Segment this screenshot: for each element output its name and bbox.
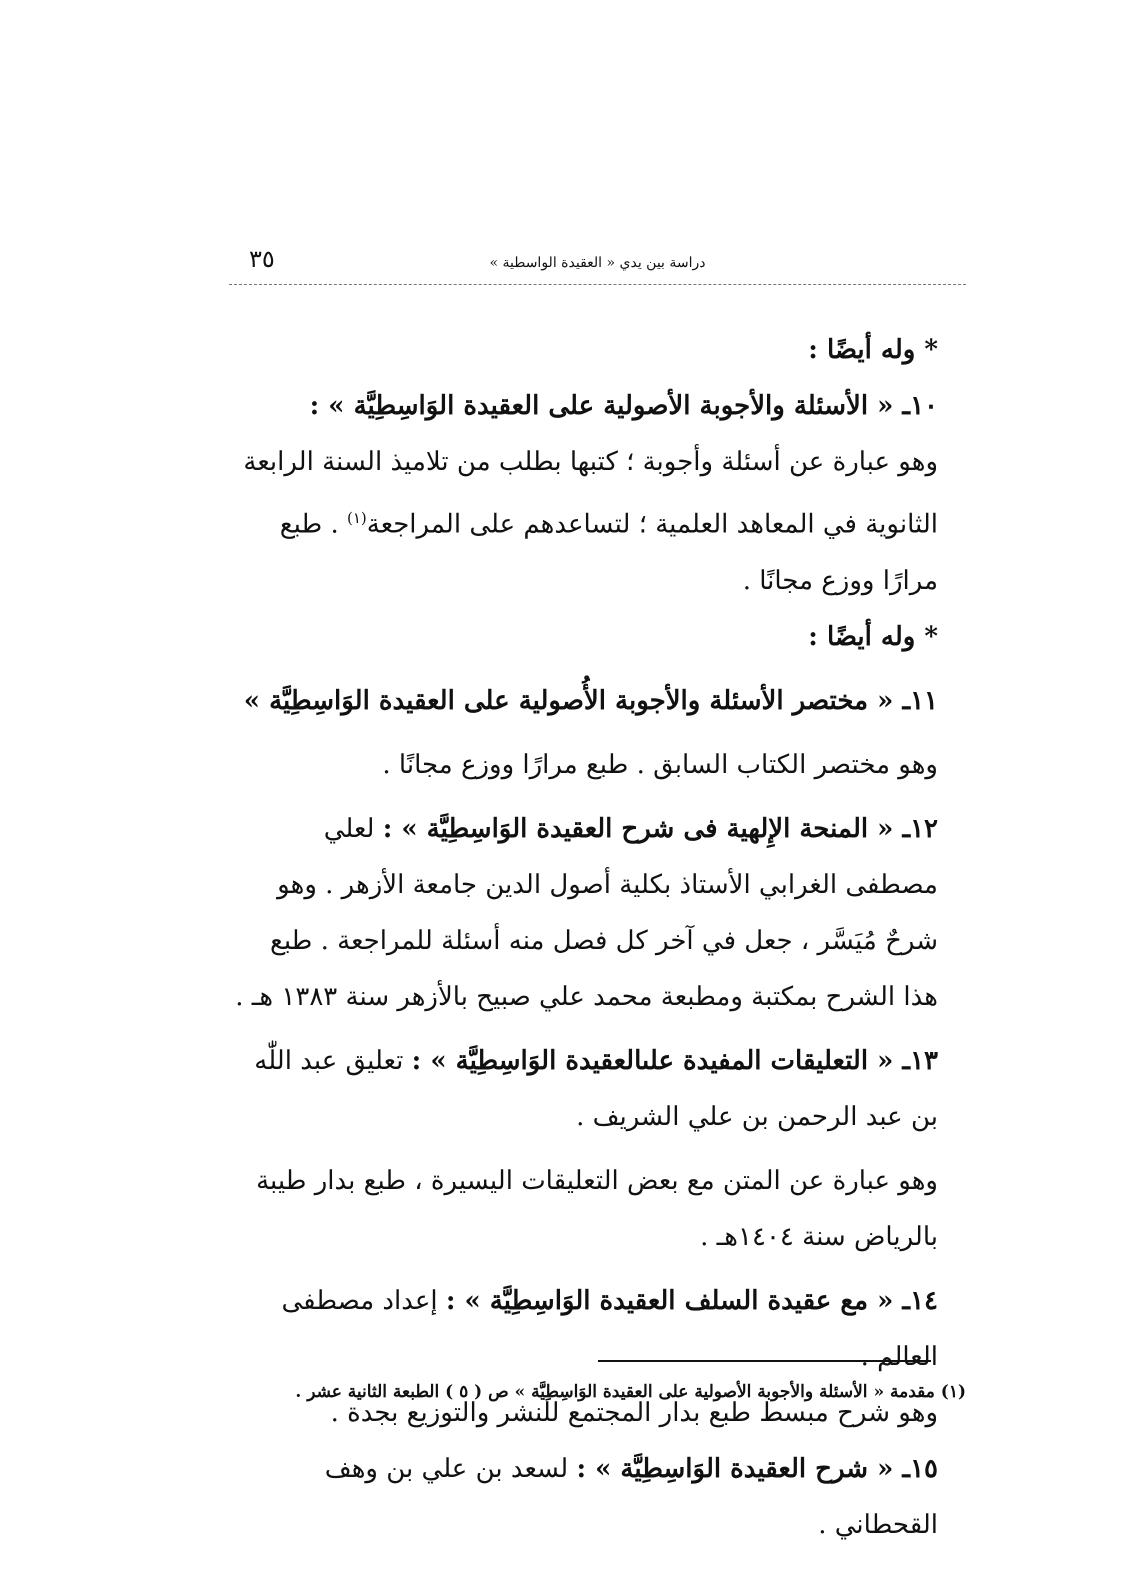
entry-15-title: ١٥ـ « شرح العقيدة الوَاسِطِيَّة » : [576, 1453, 938, 1484]
paragraph-also-by-him-1: * وله أيضًا : [808, 335, 938, 365]
entry-10-title: ١٠ـ « الأسئلة والأجوبة الأصولية على العقيدة الوَاسِطِيَّة » : [309, 391, 938, 421]
page-header [229, 245, 966, 285]
footnote-divider [598, 1360, 931, 1362]
entry-10-text: وهو عبارة عن أسئلة وأجوبة ؛ كتبها بطلب من تلاميذ السنة الرابعة الثانوية في المعاهد العلمية ؛ لتساعدهم على المراجعة [243, 447, 938, 540]
page-number: ٣٥ [249, 245, 275, 273]
entry-14-author: إعداد مصطفى العالم . [281, 1285, 938, 1372]
paragraph-also-by-him-2: * وله أيضًا : [808, 621, 938, 652]
entry-12-description: لعلي مصطفى الغرابي الأستاذ بكلية أصول الدين جامعة الأزهر . وهو شرحٌ مُيَسَّر ، جعل في آخر كل فصل منه أسئلة للمراجعة . طبع هذا الشرح بمكتبة ومطبعة محمد علي صبيح بالأزهر سنة ١٣٨٣ هـ . [235, 813, 938, 1012]
entry-14-description: وهو شرح مبسط طبع بدار المجتمع للنشر والتوزيع بجدة . [330, 1397, 938, 1428]
entry-10-description [229, 434, 966, 609]
entry-11-description: وهو مختصر الكتاب السابق . طبع مرارًا ووزع مجانًا . [382, 749, 938, 780]
header-divider [229, 284, 966, 285]
entry-12-title: ١٢ـ « المنحة الإِلهية فى شرح العقيدة الوَاسِطِيَّة » : [382, 813, 938, 844]
page-body [229, 322, 966, 1553]
entry-10-text-end: . طبع مرارًا ووزع مجانًا . [279, 509, 938, 596]
entry-13 [229, 1033, 966, 1145]
footnote-1: (١) مقدمة « الأسئلة والأجوبة الأصولية على العقيدة الوَاسِطِيَّة » ص ( ٥ ) الطبعة الثانية عشر . [295, 1382, 966, 1402]
footnote-reference-1: (١) [346, 509, 367, 527]
entry-14 [229, 1273, 966, 1385]
entry-12 [229, 801, 966, 1025]
entry-11-title: ١١ـ « مختصر الأسئلة والأجوبة الأُصولية على العقيدة الوَاسِطِيَّة » [243, 685, 938, 716]
entry-13-title: ١٣ـ « التعليقات المفيدة علىالعقيدة الوَاسِطِيَّة » : [411, 1045, 938, 1076]
entry-13-author: تعليق عبد اللّٰه بن عبد الرحمن بن علي الشريف . [254, 1045, 938, 1132]
entry-15 [229, 1441, 966, 1553]
running-title: دراسة بين يدي « العقيدة الواسطية » [489, 255, 706, 271]
entry-15-author: لسعد بن علي بن وهف القحطاني . [324, 1453, 938, 1540]
entry-14-title: ١٤ـ « مع عقيدة السلف العقيدة الوَاسِطِيَّة » : [445, 1285, 938, 1316]
entry-13-description: وهو عبارة عن المتن مع بعض التعليقات اليسيرة ، طبع بدار طيبة بالرياض سنة ١٤٠٤هـ . [256, 1165, 938, 1252]
